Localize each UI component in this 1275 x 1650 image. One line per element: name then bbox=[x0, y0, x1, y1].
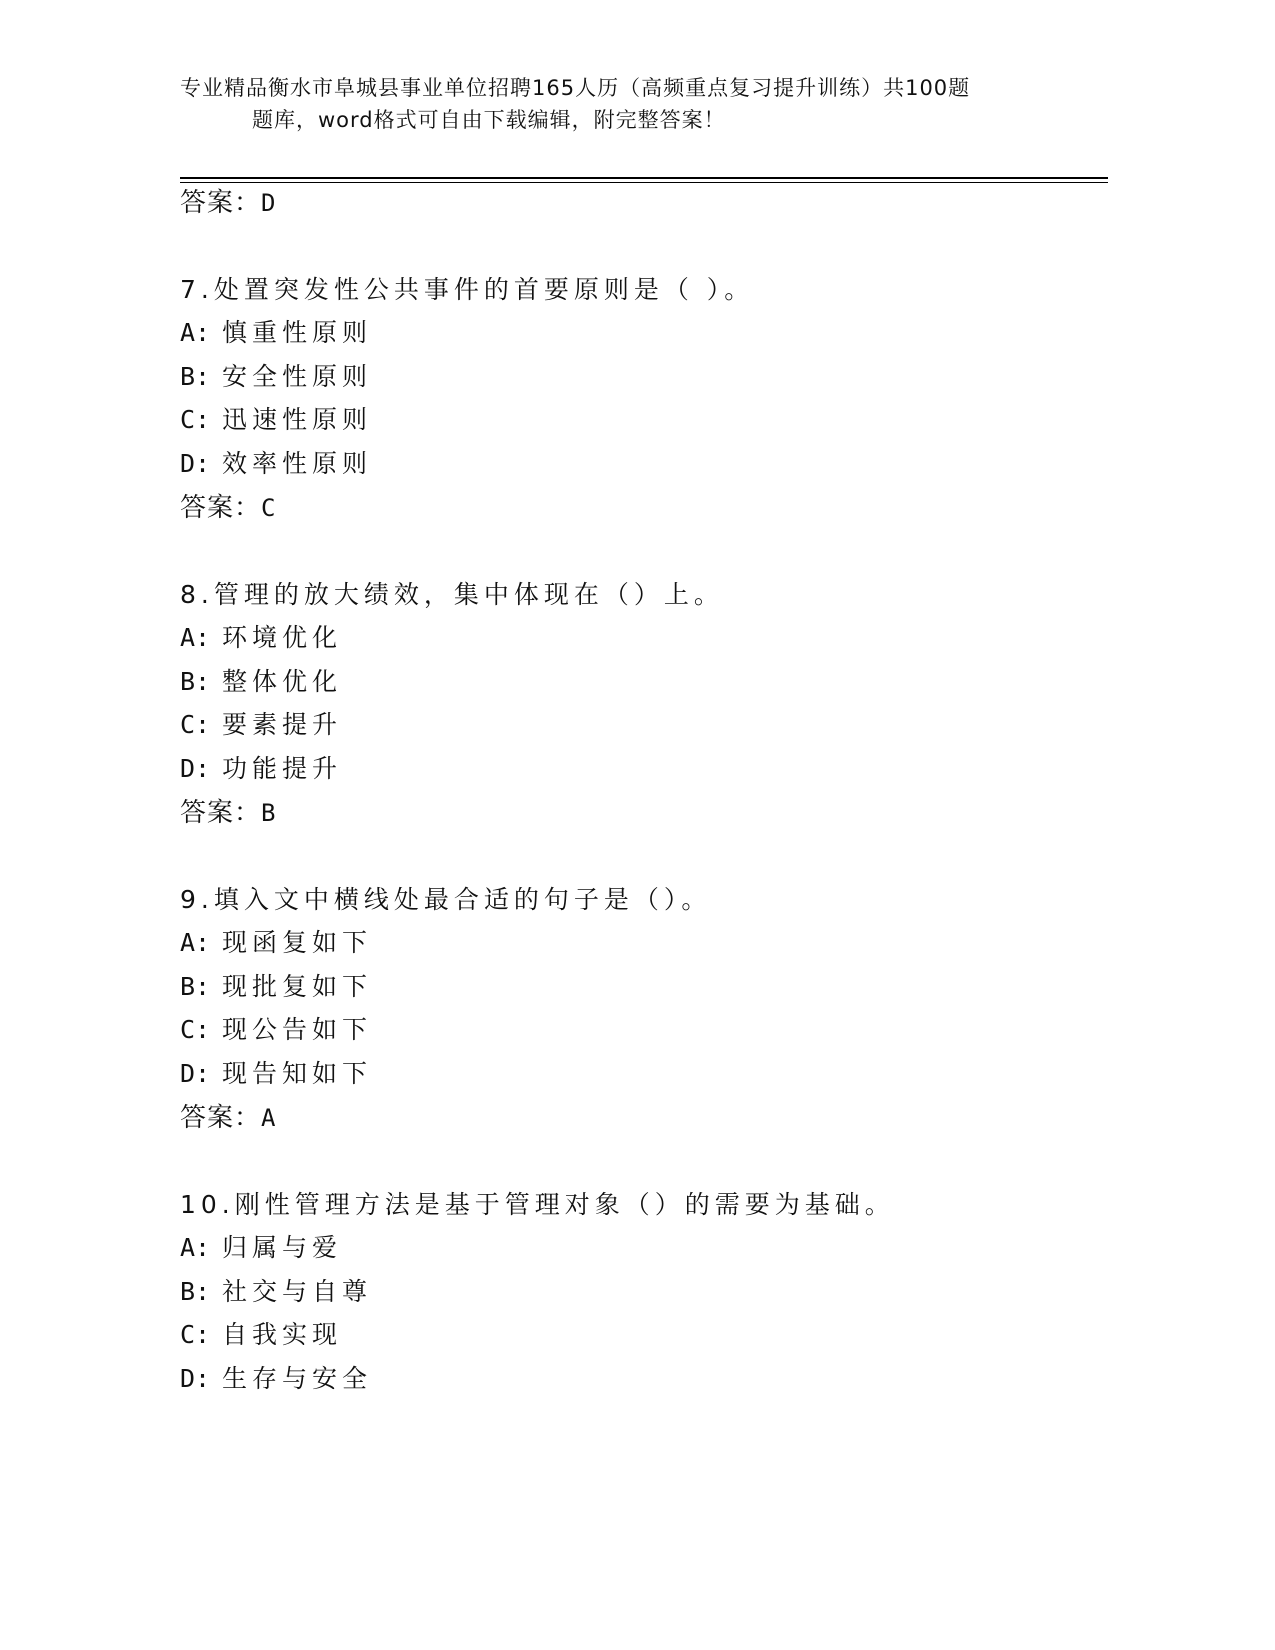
question-text: 9.填入文中横线处最合适的句子是（）。 bbox=[180, 885, 712, 914]
answer-label: 答案： bbox=[180, 188, 262, 218]
option-key: B: bbox=[180, 972, 211, 1001]
option-item bbox=[180, 667, 342, 697]
header-line-2: 题库，word格式可自由下载编辑，附完整答案！ bbox=[252, 108, 726, 132]
option-key: B: bbox=[180, 362, 211, 391]
option-item bbox=[180, 318, 372, 348]
option-item bbox=[180, 1059, 372, 1089]
option-item bbox=[180, 1320, 342, 1350]
option-key: B: bbox=[180, 667, 211, 696]
option-text: 安全性原则 bbox=[222, 362, 373, 391]
answer-value: D bbox=[261, 189, 277, 217]
answer-value: A bbox=[261, 1104, 277, 1132]
question-text: 10.刚性管理方法是基于管理对象（）的需要为基础。 bbox=[180, 1190, 895, 1219]
option-key: D: bbox=[180, 449, 211, 478]
option-text: 要素提升 bbox=[222, 710, 343, 739]
answer-value: C bbox=[261, 494, 277, 522]
option-key: D: bbox=[180, 754, 211, 783]
header-line-1: 专业精品衡水市阜城县事业单位招聘165人历（高频重点复习提升训练）共100题 bbox=[180, 76, 971, 100]
option-key: A: bbox=[180, 623, 211, 652]
option-text: 归属与爱 bbox=[222, 1233, 343, 1262]
option-text: 社交与自尊 bbox=[222, 1277, 373, 1306]
option-text: 效率性原则 bbox=[222, 449, 373, 478]
option-item bbox=[180, 623, 342, 653]
option-text: 现批复如下 bbox=[222, 972, 373, 1001]
option-item bbox=[180, 449, 372, 479]
option-text: 慎重性原则 bbox=[222, 318, 373, 347]
answer-label: 答案： bbox=[180, 798, 262, 828]
question-text: 8.管理的放大绩效，集中体现在（）上。 bbox=[180, 580, 724, 609]
answer-label: 答案： bbox=[180, 1103, 262, 1133]
option-item bbox=[180, 972, 372, 1002]
option-item bbox=[180, 1015, 372, 1045]
option-key: C: bbox=[180, 1320, 211, 1349]
option-item bbox=[180, 928, 372, 958]
option-key: D: bbox=[180, 1364, 211, 1393]
header-divider-thin bbox=[180, 182, 1108, 183]
option-item bbox=[180, 754, 342, 784]
option-text: 迅速性原则 bbox=[222, 405, 373, 434]
answer-line bbox=[180, 798, 276, 828]
option-key: A: bbox=[180, 1233, 211, 1262]
option-text: 现告知如下 bbox=[222, 1059, 373, 1088]
answer-line bbox=[180, 493, 276, 523]
option-text: 环境优化 bbox=[222, 623, 343, 652]
option-key: C: bbox=[180, 710, 211, 739]
answer-value: B bbox=[261, 799, 277, 827]
option-key: C: bbox=[180, 1015, 211, 1044]
option-text: 整体优化 bbox=[222, 667, 343, 696]
answer-line bbox=[180, 1103, 276, 1133]
option-key: C: bbox=[180, 405, 211, 434]
document-header bbox=[180, 72, 1110, 136]
header-divider-thick bbox=[180, 177, 1108, 179]
option-key: D: bbox=[180, 1059, 211, 1088]
option-text: 现函复如下 bbox=[222, 928, 373, 957]
option-item bbox=[180, 1277, 372, 1307]
option-item bbox=[180, 1364, 372, 1394]
option-key: B: bbox=[180, 1277, 211, 1306]
option-item bbox=[180, 405, 372, 435]
option-item bbox=[180, 710, 342, 740]
option-item bbox=[180, 1233, 342, 1263]
answer-label: 答案： bbox=[180, 493, 262, 523]
option-item bbox=[180, 362, 372, 392]
answer-line bbox=[180, 188, 276, 218]
option-text: 功能提升 bbox=[222, 754, 343, 783]
option-key: A: bbox=[180, 318, 211, 347]
option-text: 现公告如下 bbox=[222, 1015, 373, 1044]
option-text: 自我实现 bbox=[222, 1320, 343, 1349]
question-text: 7.处置突发性公共事件的首要原则是（ ）。 bbox=[180, 275, 755, 304]
option-key: A: bbox=[180, 928, 211, 957]
option-text: 生存与安全 bbox=[222, 1364, 373, 1393]
